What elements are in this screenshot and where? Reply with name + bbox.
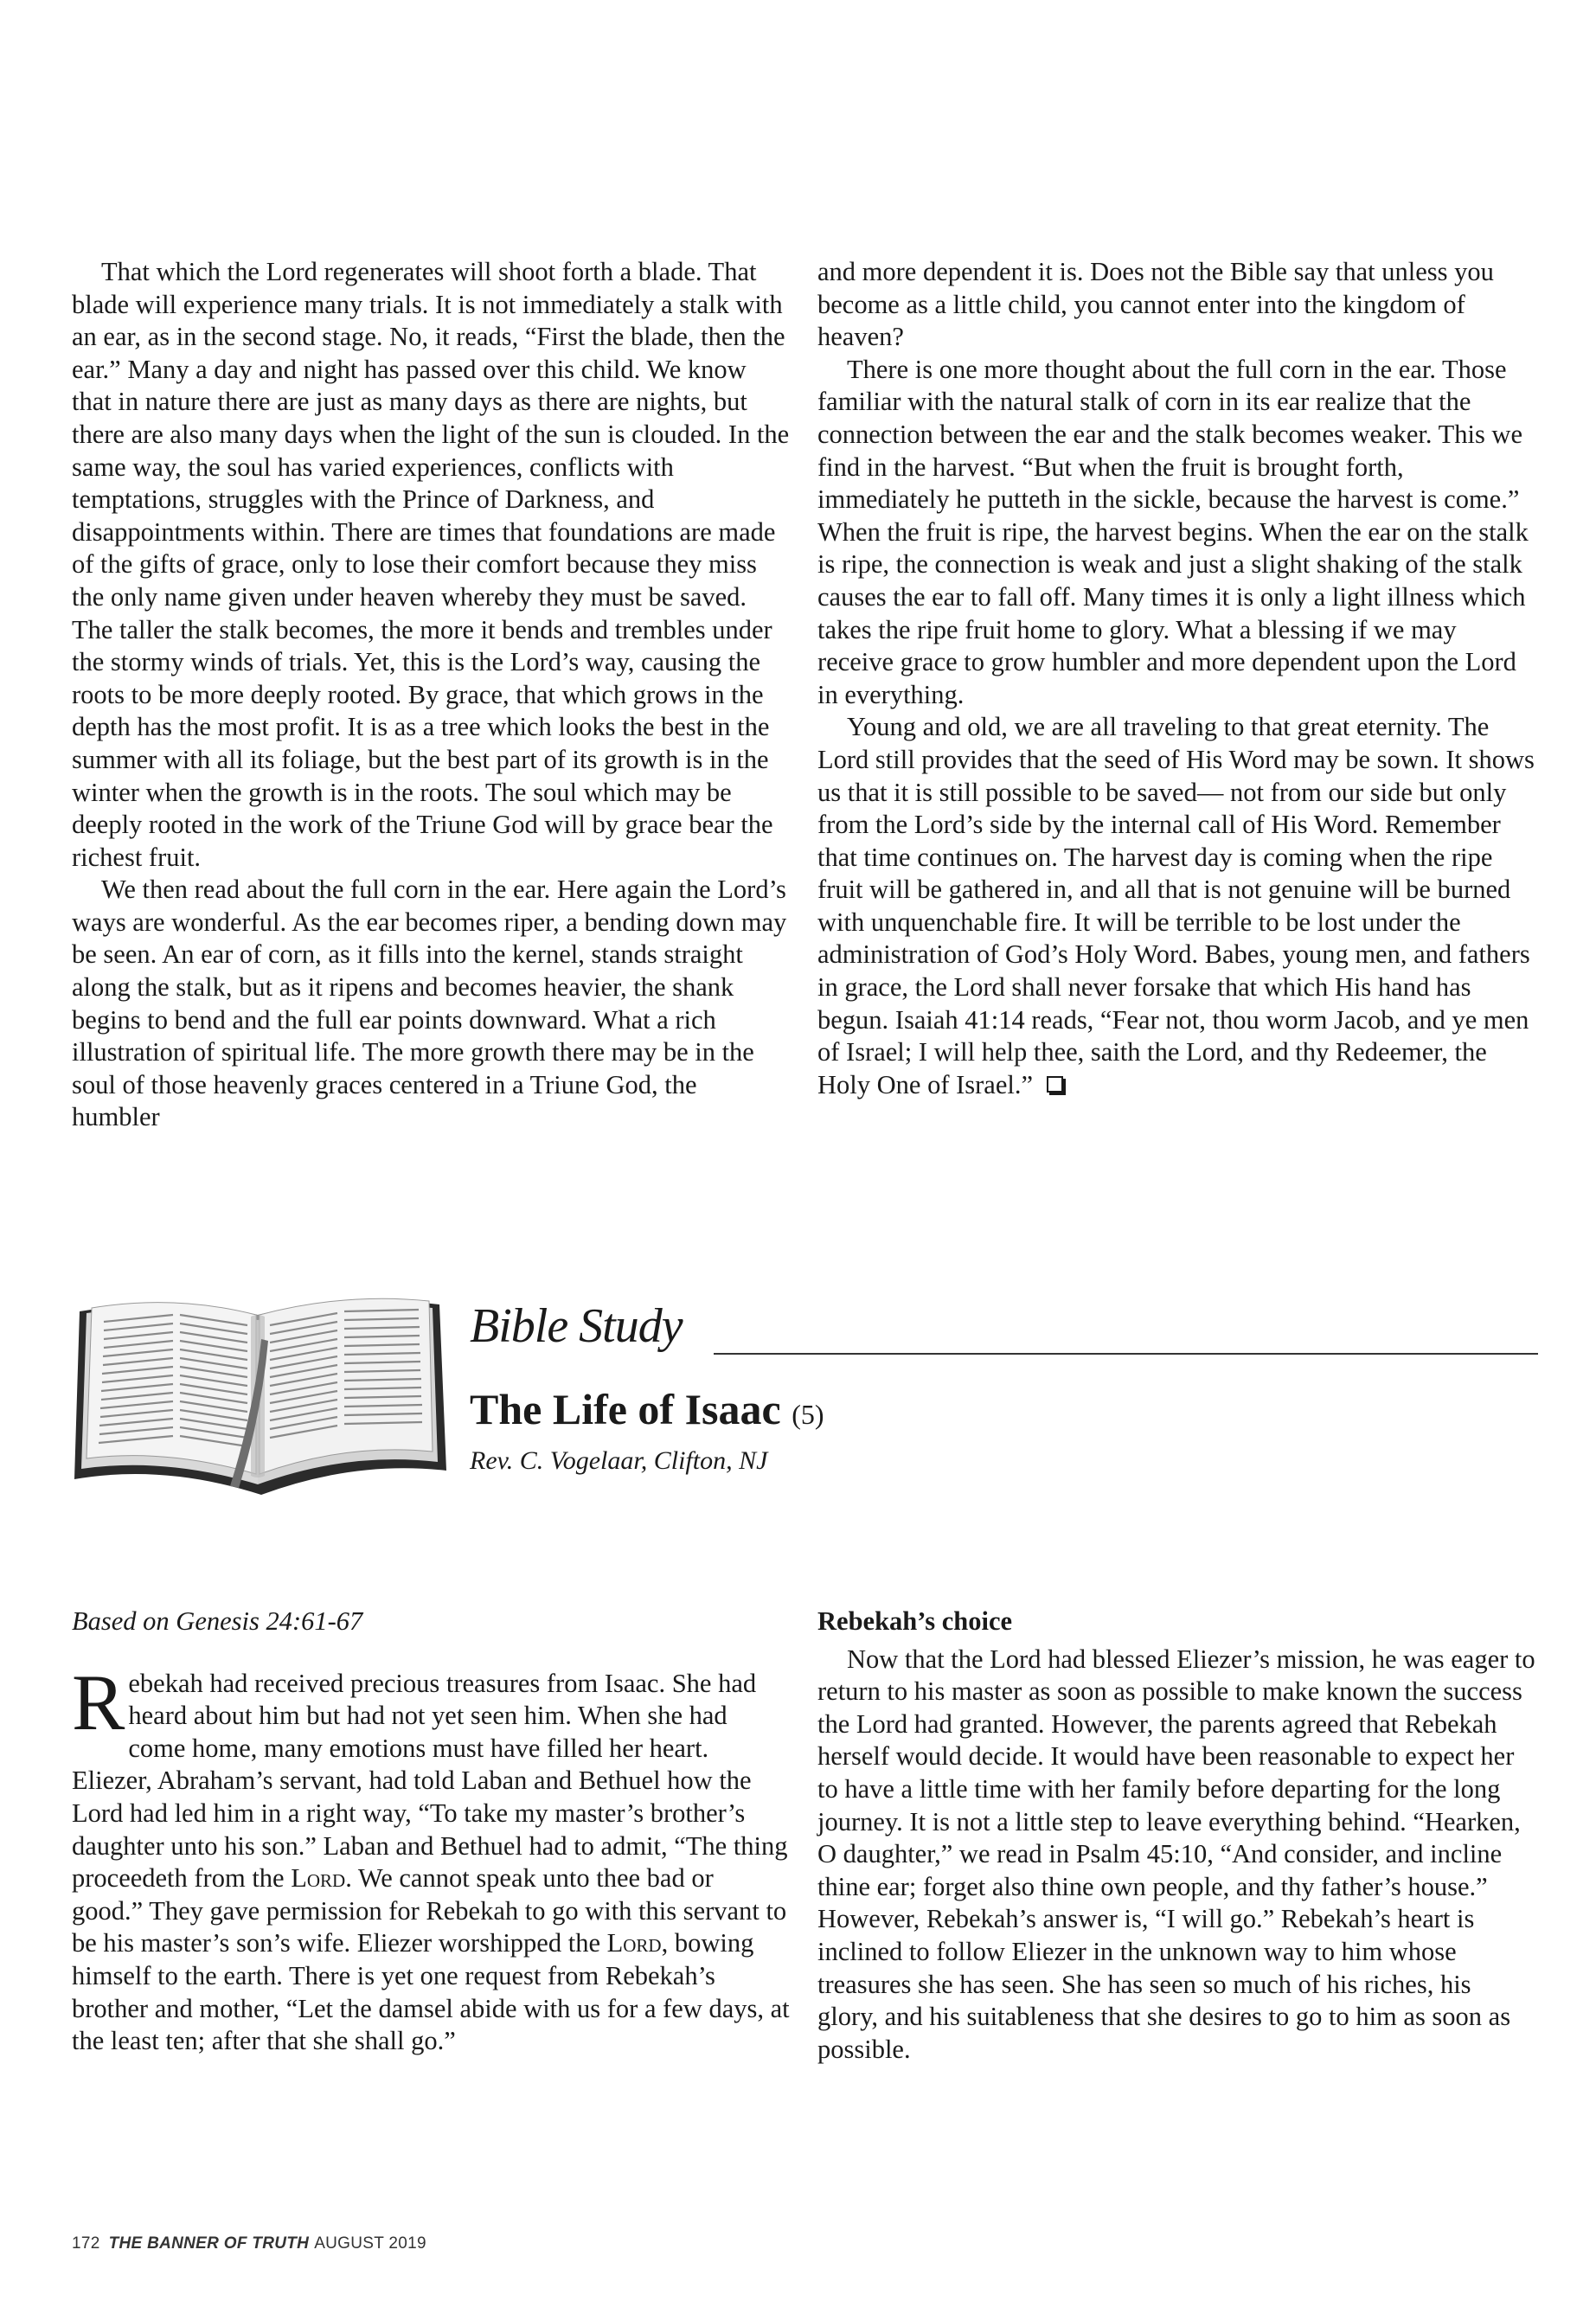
paragraph-text: ebekah had received precious treasures from Isaac. She had heard about him but had not yet seen him. When she had come home, many emotions must have filled her heart. Eliezer, Abraham’s servant, had told Laban and Bethuel how the Lord had led him in a right way, “To take my master’s brother’s daughter unto his son.” Laban and Bethuel had to admit, “The thing proceedeth from the	[72, 1668, 788, 1894]
top-article-left-column	[72, 256, 790, 1134]
paragraph: Now that the Lord had blessed Eliezer’s mission, he was eager to return to his master as soon as possible to make known the success the Lord had granted. However, the parents agreed that Rebekah herself would decide. It would have been reasonable to expect her to have a little time with her family before departing for the long journey. It is not a little step to leave everything behind. “Hearken, O daughter,” we read in Psalm 45:10, “And consider, and incline thine ear; forget also thine own people, and thy father’s house.” However, Rebekah’s answer is, “I will go.” Rebekah’s heart is inclined to follow Eliezer in the unknown way to him whose treasures she has seen. She has seen so much of his riches, his glory, and his suitableness that she desires to go to him as soon as possible.	[817, 1644, 1535, 2064]
paragraph: There is one more thought about the full corn in the ear. Those familiar with the natural stalk of corn in its ear realize that the connection between the ear and the stalk becomes weaker. This we find in the harvest. “But when the fruit is brought forth, immediately he putteth in the sickle, because the harvest is come.” When the fruit is ripe, the harvest begins. When the ear on the stalk is ripe, the connection is weak and just a slight shaking of the stalk causes the ear to fall off. Many times it is only a light illness which takes the ripe fruit home to glory. What a blessing if we may receive grace to grow humbler and more dependent upon the Lord in everything.	[817, 354, 1529, 709]
paragraph: We then read about the full corn in the ear. Here again the Lord’s ways are wonderful. As the ear becomes riper, a bending down may be seen. An ear of corn, as it fills into the kernel, stands straight along the stalk, but as it ripens and becomes heavier, the shank begins to bend and the full ear points downward. What a rich illustration of spiritual life. The more growth there may be in the soul of those heavenly graces centered in a Triune God, the humbler	[72, 875, 787, 1132]
bible-study-right-column	[817, 1606, 1537, 2066]
paragraph-final	[817, 711, 1537, 1101]
article-title	[470, 1385, 824, 1439]
publication-name: THE BANNER OF TRUTH	[108, 2234, 310, 2253]
issue-date: AUGUST 2019	[314, 2234, 426, 2253]
article-part-number: (5)	[792, 1399, 824, 1430]
title-rule	[714, 1353, 1538, 1355]
paragraph: and more dependent it is. Does not the Bible say that unless you become as a little child, you cannot enter into the kingdom of heaven?	[817, 257, 1494, 352]
paragraph-text: , bowing himself to the earth. There is yet one request from Rebekah’s brother and mother, “Let the damsel abide with us for a few days, at the least ten; after that she shall go.”	[72, 1928, 790, 2056]
section-title: Bible Study	[470, 1299, 683, 1353]
open-bible-illustration	[69, 1279, 450, 1503]
page-footer	[72, 2234, 426, 2253]
top-article-right-column	[817, 256, 1537, 1101]
end-of-article-icon	[1047, 1076, 1063, 1093]
paragraph-text: Young and old, we are all traveling to that great eternity. The Lord still provides that the seed of His Word may be sown. It shows us that it is still possible to be saved— not from our side but only from the Lord’s side by the internal call of His Word. Remember that time continues on. The harvest day is coming when the ripe fruit will be gathered in, and all that is not genuine will be burned with unquenchable fire. It will be terrible to be lost under the administration of God’s Holy Word. Babes, young men, and fathers in grace, the Lord shall never forsake that which His hand has begun. Isaiah 41:14 reads, “Fear not, thou worm Jacob, and ye men of Israel; I will help thee, saith the Lord, and thy Redeemer, the Holy One of Israel.”	[817, 712, 1535, 1099]
page-number: 172	[72, 2234, 100, 2253]
drop-cap: R	[72, 1657, 125, 1747]
scripture-reference: Based on Genesis 24:61-67	[72, 1606, 363, 1636]
paragraph: That which the Lord regenerates will shoot forth a blade. That blade will experience many trials. It is not immediately a stalk with an ear, as in the second stage. No, it reads, “First the blade, then the ear.” Many a day and night has passed over this child. We know that in nature there are just as many days as there are nights, but there are also many days when the light of the sun is clouded. In the same way, the soul has varied experiences, conflicts with temptations, struggles with the Prince of Darkness, and disappointments within. There are times that foundations are made of the gifts of grace, only to lose their comfort because they miss the only name given under heaven whereby they must be saved. The taller the stalk becomes, the more it bends and trembles under the stormy winds of trials. Yet, this is the Lord’s way, causing the roots to be more deeply rooted. By grace, that which grows in the depth has the most profit. It is as a tree which looks the best in the summer with all its foliage, but the best part of its growth is in the winter when the growth is in the roots. The soul which may be deeply rooted in the work of the Triune God will by grace bear the richest fruit.	[72, 257, 790, 872]
paragraph-text: . We cannot speak unto thee bad or good.” They gave permission for Rebekah to go with this servant to be his master’s son’s wife. Eliezer worshipped the	[72, 1863, 787, 1958]
article-title-text: The Life of Isaac	[470, 1385, 781, 1433]
intro-paragraph	[72, 1657, 790, 2058]
small-caps-lord: Lord	[606, 1928, 662, 1958]
bible-study-left-column	[72, 1606, 790, 2058]
subheading: Rebekah’s choice	[817, 1606, 1013, 1636]
byline: Rev. C. Vogelaar, Clifton, NJ	[470, 1446, 768, 1475]
small-caps-lord: Lord	[291, 1863, 346, 1894]
